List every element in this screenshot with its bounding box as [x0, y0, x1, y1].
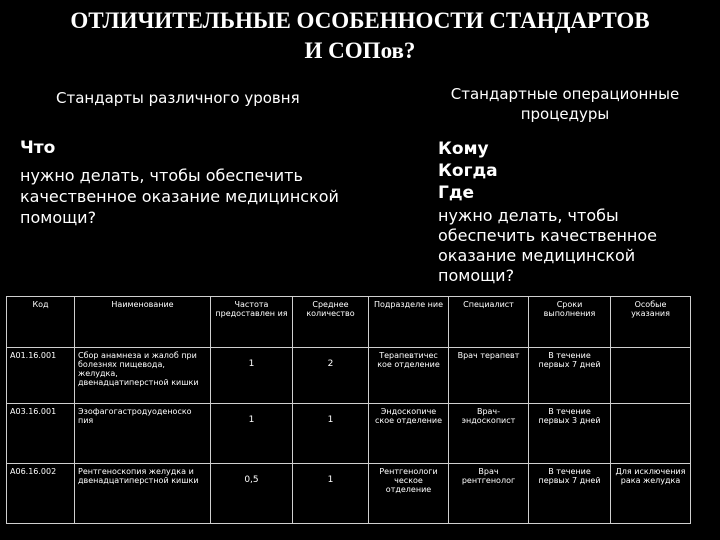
cell-code: A03.16.001 — [7, 404, 75, 464]
cell-terms: В течение первых 7 дней — [529, 348, 611, 404]
cell-special-notes — [611, 348, 691, 404]
cell-specialist: Врач терапевт — [449, 348, 529, 404]
cell-name: Эзофагогастродуоденоско пия — [75, 404, 211, 464]
header-code: Код — [7, 297, 75, 348]
left-column-body — [20, 138, 350, 228]
table-row — [7, 464, 691, 524]
cell-department: Рентгенологи ческое отделение — [369, 464, 449, 524]
right-column-body — [438, 138, 708, 286]
left-key-word: Что — [20, 138, 56, 158]
header-terms: Сроки выполнения — [529, 297, 611, 348]
header-frequency: Частота предоставлен ия — [211, 297, 293, 348]
header-specialist: Специалист — [449, 297, 529, 348]
cell-frequency: 1 — [211, 404, 293, 464]
header-special-notes: Особые указания — [611, 297, 691, 348]
cell-name: Рентгеноскопия желудка и двенадцатиперстной кишки — [75, 464, 211, 524]
table-header-row — [7, 297, 691, 348]
cell-average-count: 1 — [293, 464, 369, 524]
title-line-2: И СОПов? — [304, 38, 416, 63]
cell-department: Эндоскопиче ское отделение — [369, 404, 449, 464]
cell-average-count: 1 — [293, 404, 369, 464]
right-key-word-3: Где — [438, 183, 475, 203]
right-body-text: нужно делать, чтобы обеспечить качественное оказание медицинской помощи? — [438, 206, 657, 285]
slide-title — [0, 6, 720, 66]
cell-frequency: 0,5 — [211, 464, 293, 524]
right-key-word-1: Кому — [438, 139, 489, 159]
cell-special-notes: Для исключения рака желудка — [611, 464, 691, 524]
table-row — [7, 348, 691, 404]
right-key-word-2: Когда — [438, 161, 498, 181]
left-body-text: нужно делать, чтобы обеспечить качественное оказание медицинской помощи? — [20, 166, 339, 227]
cell-specialist: Врач рентгенолог — [449, 464, 529, 524]
cell-terms: В течение первых 3 дней — [529, 404, 611, 464]
left-column-heading: Стандарты различного уровня — [56, 89, 300, 107]
cell-name: Сбор анамнеза и жалоб при болезнях пищевода, желудка, двенадцатиперстной кишки — [75, 348, 211, 404]
cell-code: A01.16.001 — [7, 348, 75, 404]
cell-terms: В течение первых 7 дней — [529, 464, 611, 524]
cell-special-notes — [611, 404, 691, 464]
cell-average-count: 2 — [293, 348, 369, 404]
cell-department: Терапевтичес кое отделение — [369, 348, 449, 404]
title-line-1: ОТЛИЧИТЕЛЬНЫЕ ОСОБЕННОСТИ СТАНДАРТОВ — [70, 8, 650, 33]
header-department: Подразделе ние — [369, 297, 449, 348]
standards-table — [6, 296, 691, 524]
header-name: Наименование — [75, 297, 211, 348]
header-average-count: Среднее количество — [293, 297, 369, 348]
right-column-heading: Стандартные операционные процедуры — [450, 85, 680, 123]
cell-specialist: Врач-эндоскопист — [449, 404, 529, 464]
cell-code: A06.16.002 — [7, 464, 75, 524]
standards-table-wrapper — [6, 296, 690, 512]
table-row — [7, 404, 691, 464]
cell-frequency: 1 — [211, 348, 293, 404]
